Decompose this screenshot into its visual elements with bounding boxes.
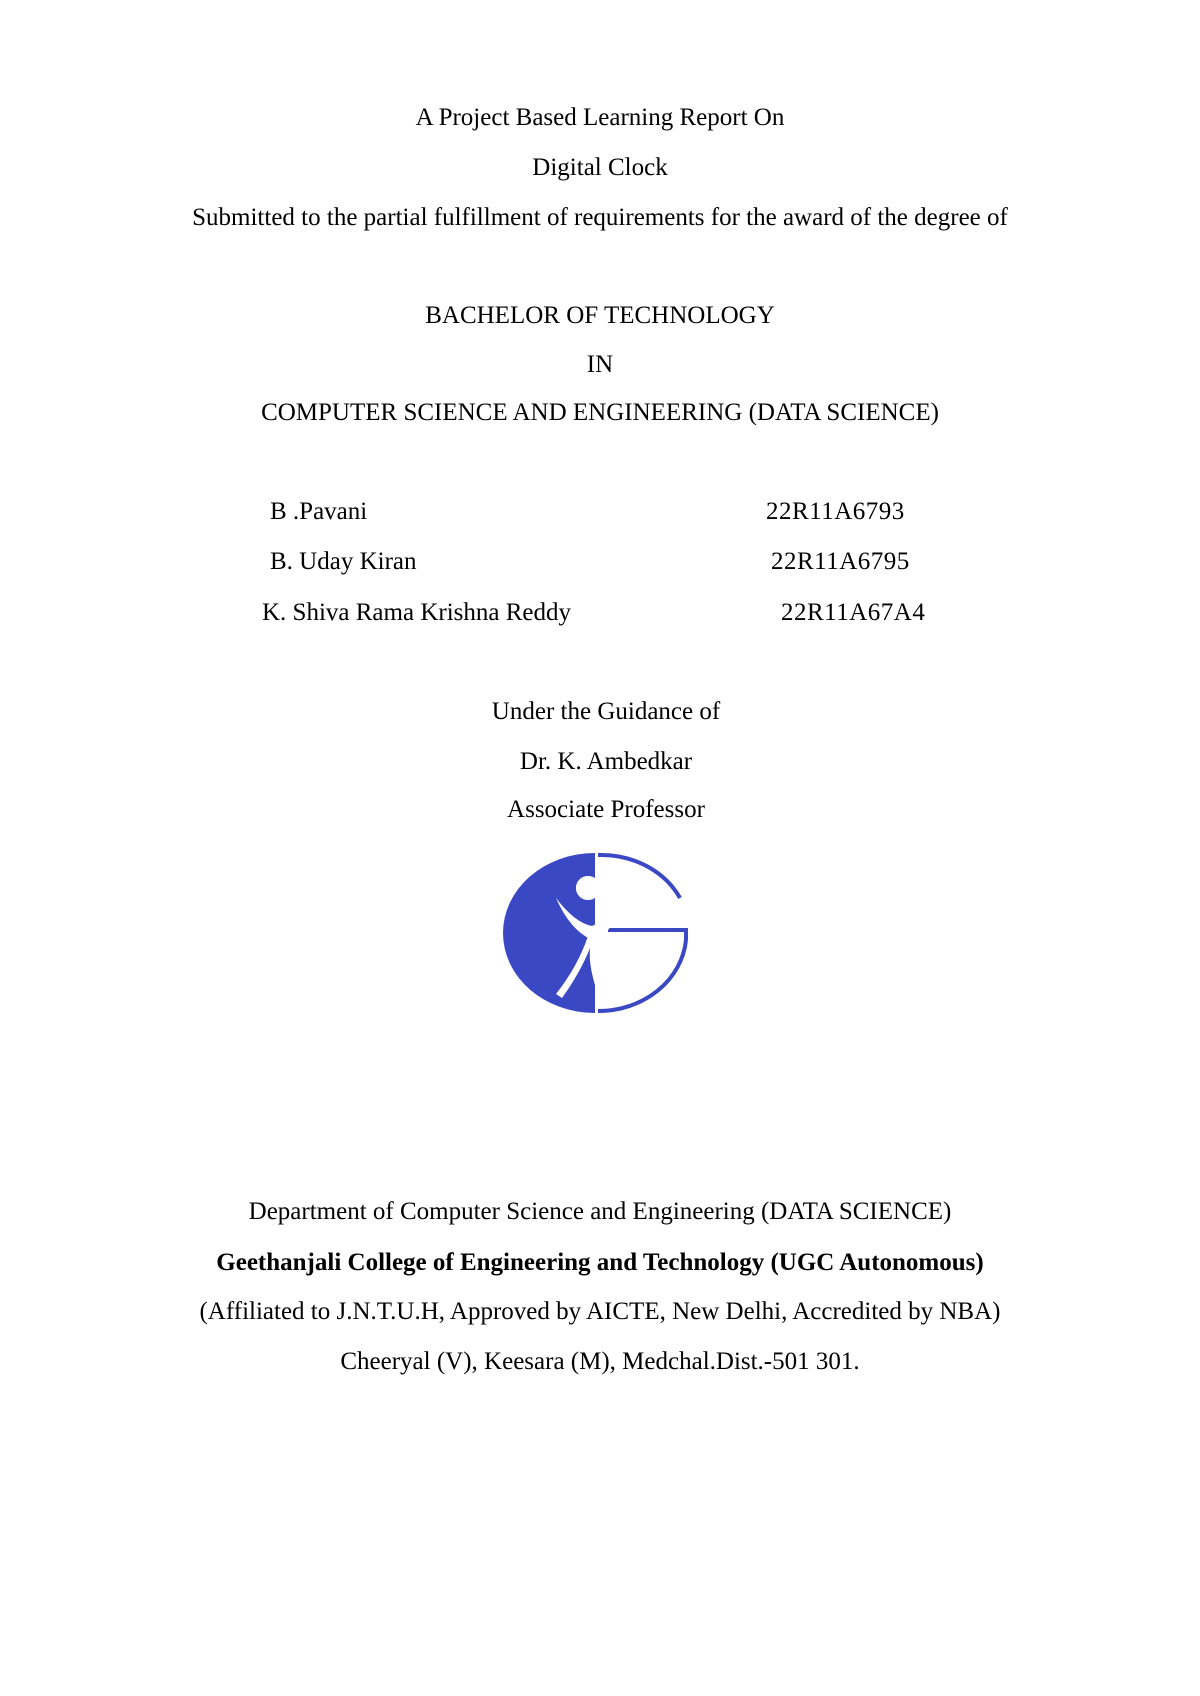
affiliation: (Affiliated to J.N.T.U.H, Approved by AICTE, New Delhi, Accredited by NBA) bbox=[199, 1298, 1001, 1325]
submission-note: Submitted to the partial fulfillment of requirements for the award of the degree of bbox=[192, 204, 1008, 231]
report-title: A Project Based Learning Report On bbox=[415, 104, 785, 131]
project-name: Digital Clock bbox=[532, 154, 668, 181]
student-name: B .Pavani bbox=[270, 498, 368, 525]
guide-designation: Associate Professor bbox=[507, 796, 705, 823]
student-roll: 22R11A6795 bbox=[771, 548, 910, 575]
degree-in: IN bbox=[586, 351, 614, 378]
student-roll: 22R11A6793 bbox=[766, 498, 905, 525]
degree-branch: COMPUTER SCIENCE AND ENGINEERING (DATA SCIENCE) bbox=[261, 399, 939, 426]
student-name: B. Uday Kiran bbox=[270, 548, 417, 575]
department: Department of Computer Science and Engineering (DATA SCIENCE) bbox=[248, 1198, 952, 1225]
guidance-label: Under the Guidance of bbox=[491, 698, 721, 725]
guide-name: Dr. K. Ambedkar bbox=[519, 748, 693, 775]
student-roll: 22R11A67A4 bbox=[781, 599, 926, 626]
address: Cheeryal (V), Keesara (M), Medchal.Dist.-501 301. bbox=[340, 1348, 860, 1375]
college-logo-icon bbox=[500, 848, 700, 1018]
student-name: K. Shiva Rama Krishna Reddy bbox=[262, 599, 571, 626]
college-name: Geethanjali College of Engineering and Technology (UGC Autonomous) bbox=[216, 1249, 984, 1276]
degree-name: BACHELOR OF TECHNOLOGY bbox=[425, 302, 775, 329]
